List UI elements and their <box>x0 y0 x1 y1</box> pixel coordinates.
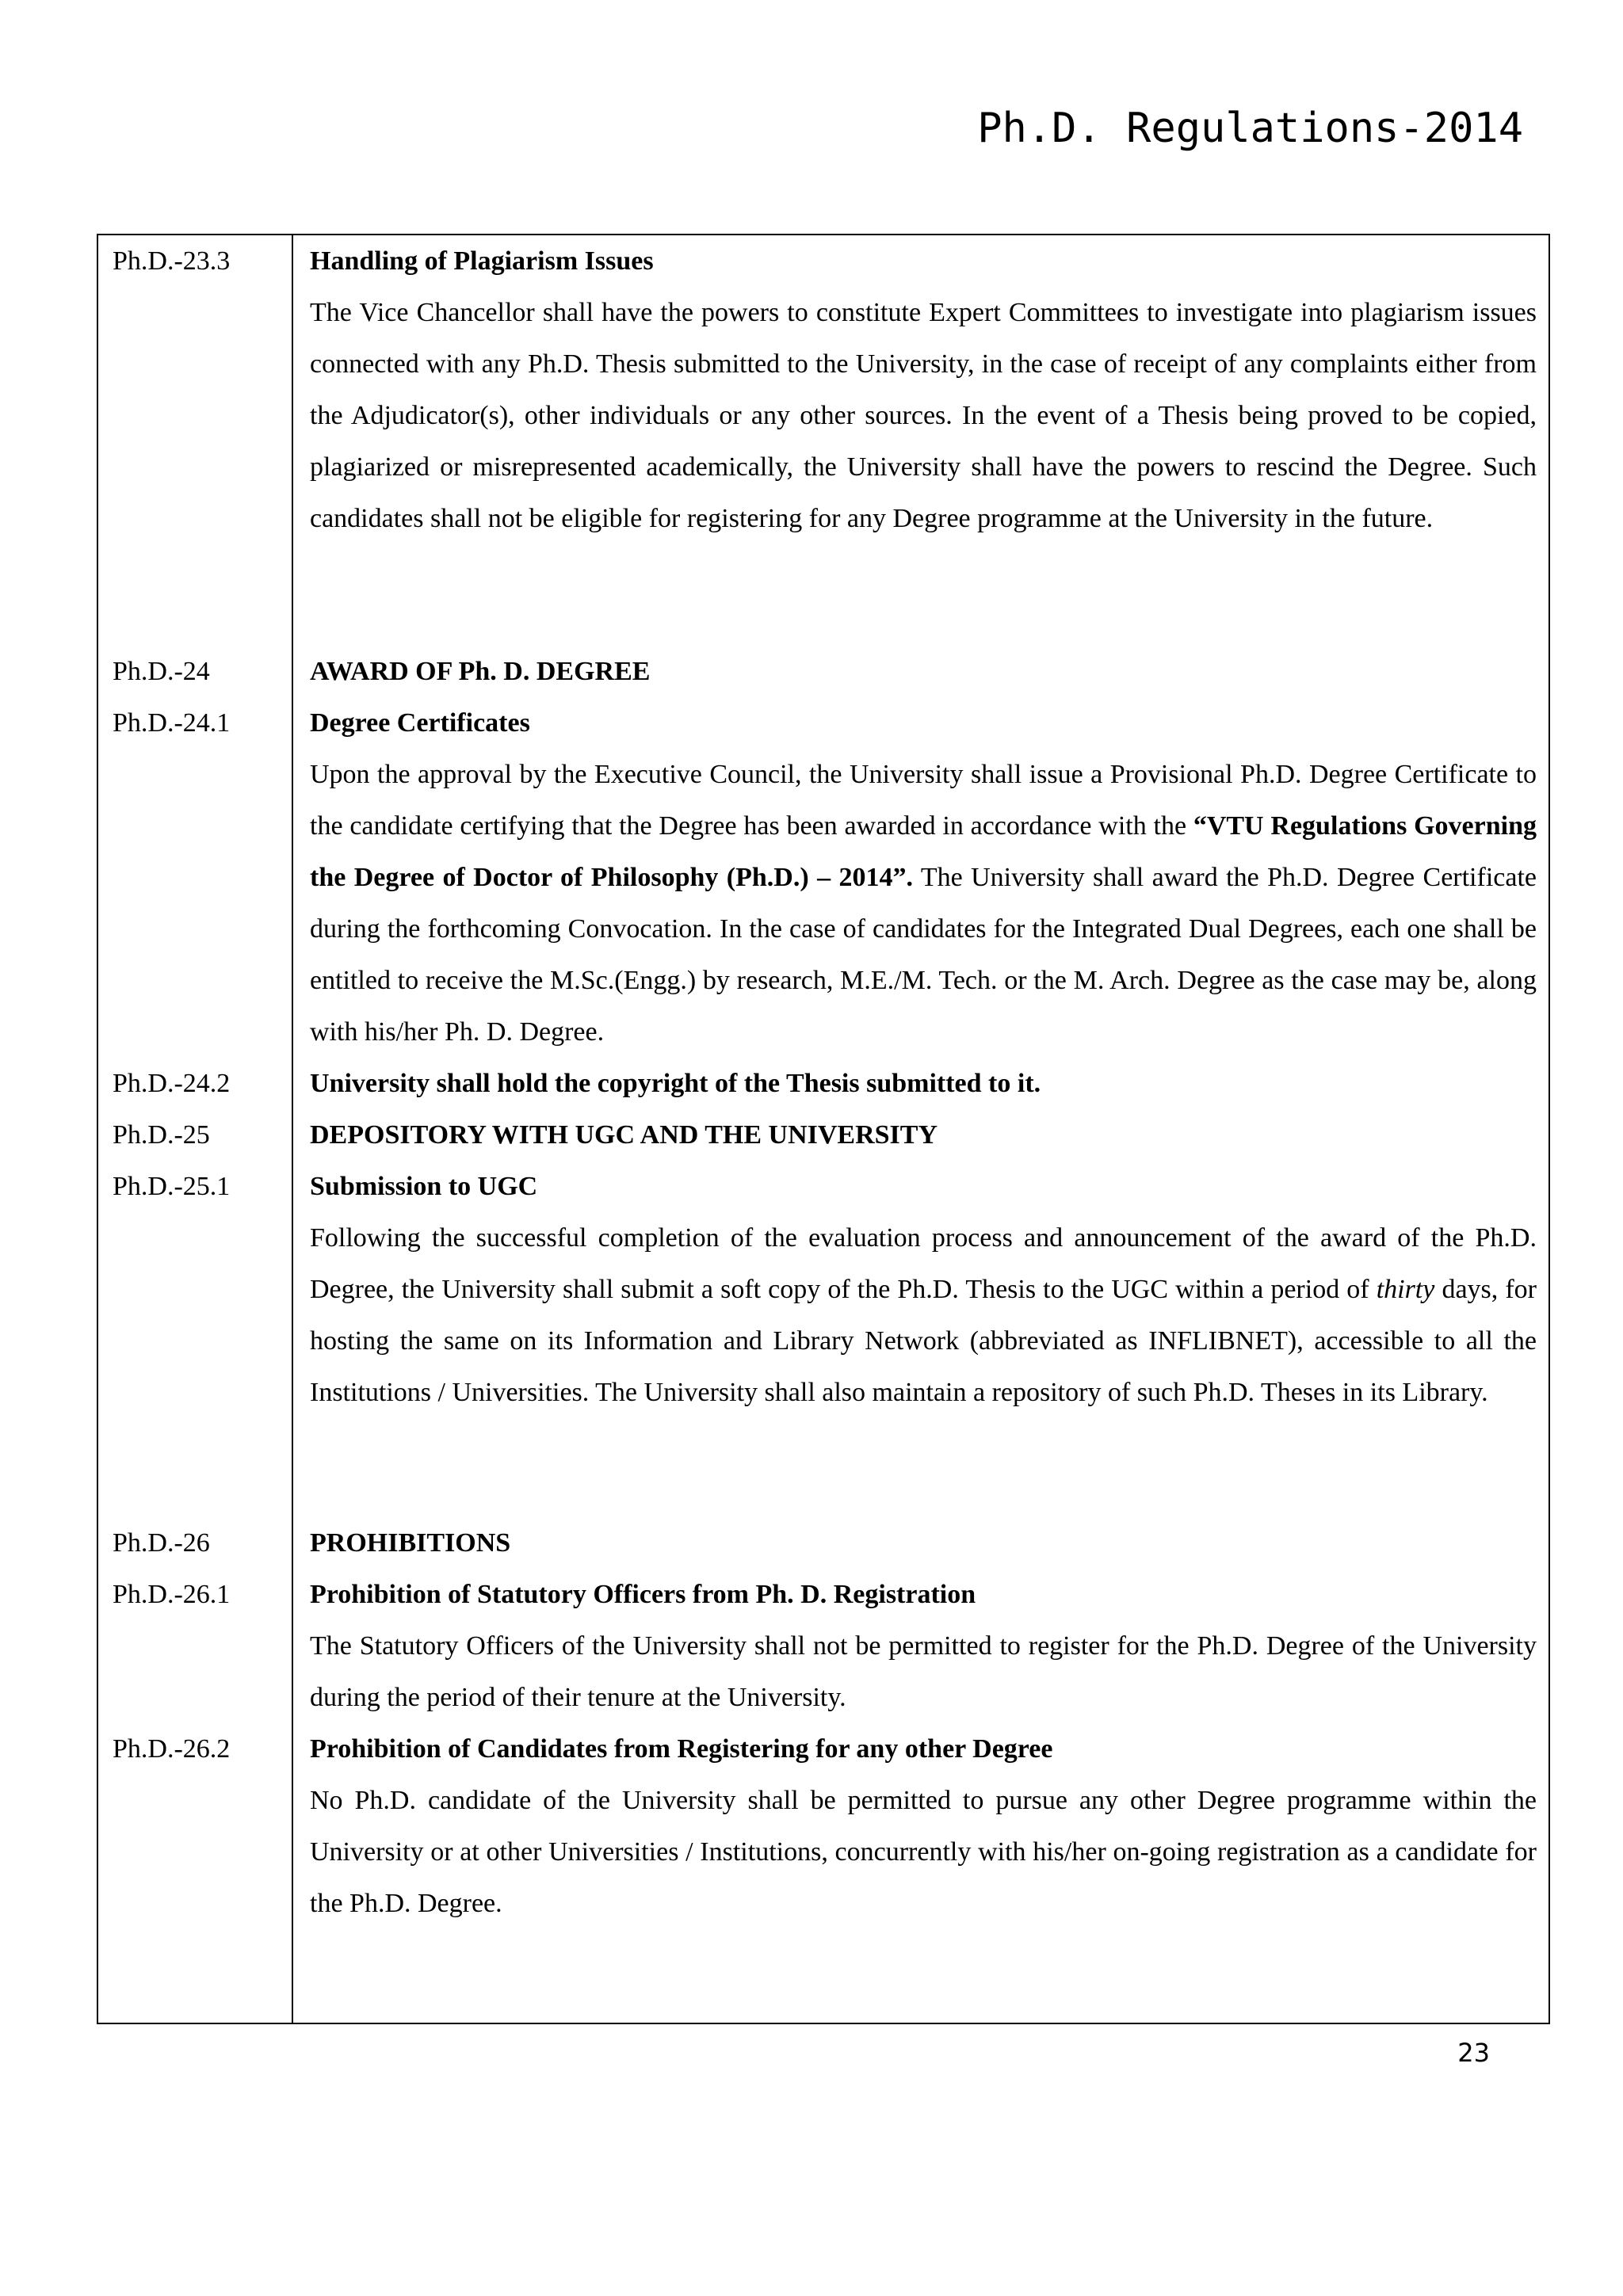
section-heading: Handling of Plagiarism Issues <box>310 246 654 276</box>
section-code: Ph.D.-26 <box>113 1528 210 1558</box>
section-text: The Vice Chancellor shall have the powers to constitute Expert Committees to investigate into plagiarism issues connected with any Ph.D. Thesis submitted to the University, in the case of receipt of any complaints either from the Adjudicator(s), other individuals or any other sources. In the event of a Thesis being proved to be copied, plagiarized or misrepresented academically, the University shall have the powers to rescind the Degree. Such candidates shall not be eligible for registering for any Degree programme at the University in the future. <box>310 298 1537 533</box>
text-part: The University shall award the Ph.D. Degree Certificate during the forthcoming Convocation. In the case of candidates for the Integrated Dual Degrees, each one shall be entitled to receive the M.Sc.(Engg.) by research, M.E./M. Tech. or the M. Arch. Degree as the case may be, along with his/her Ph. D. Degree. <box>310 863 1537 1047</box>
text-part: Upon the approval by the Executive Council, the University shall issue a Provisional Ph.D. Degree Certificate to the candidate certifying that the Degree has been awarded in accordance with the <box>310 760 1537 841</box>
period-emphasis: thirty <box>1376 1275 1435 1304</box>
page-number: 23 <box>1457 2038 1490 2068</box>
column-divider <box>292 235 293 2023</box>
section-code: Ph.D.-24.2 <box>113 1069 231 1098</box>
section-code: Ph.D.-25.1 <box>113 1172 231 1201</box>
section-code: Ph.D.-25 <box>113 1120 210 1150</box>
section-heading: University shall hold the copyright of the Thesis submitted to it. <box>310 1069 1041 1098</box>
text-part: Following the successful completion of the evaluation process and announcement of the award of the Ph.D. Degree, the University shall submit a soft copy of the Ph.D. Thesis to the UGC within a period of <box>310 1223 1537 1304</box>
section-heading: Degree Certificates <box>310 708 530 738</box>
section-heading: Submission to UGC <box>310 1172 538 1201</box>
section-code: Ph.D.-26.2 <box>113 1734 231 1764</box>
page-header-title: Ph.D. Regulations-2014 <box>977 105 1523 152</box>
regulations-table <box>97 234 1550 2024</box>
section-code: Ph.D.-23.3 <box>113 246 231 276</box>
section-text: No Ph.D. candidate of the University shall be permitted to pursue any other Degree programme within the University or at other Universities / Institutions, concurrently with his/her on-going registration as a candidate for the Ph.D. Degree. <box>310 1786 1537 1918</box>
section-heading: DEPOSITORY WITH UGC AND THE UNIVERSITY <box>310 1120 938 1150</box>
regulation-title: “VTU Regulations Governing the Degree of Doctor of Philosophy (Ph.D.) – 2014”. <box>310 811 1537 892</box>
section-text <box>310 749 1537 1058</box>
section-heading: Prohibition of Statutory Officers from Ph. D. Registration <box>310 1580 976 1609</box>
section-code: Ph.D.-24 <box>113 657 210 686</box>
section-heading: AWARD OF Ph. D. DEGREE <box>310 657 651 686</box>
section-text: The Statutory Officers of the University shall not be permitted to register for the Ph.D. Degree of the University during the period of their tenure at the University. <box>310 1631 1537 1712</box>
section-text <box>310 1212 1537 1418</box>
text-part: days, for hosting the same on its Information and Library Network (abbreviated as INFLIBNET), accessible to all the Institutions / Universities. The University shall also maintain a repository of such Ph.D. Theses in its Library. <box>310 1275 1537 1407</box>
section-heading: PROHIBITIONS <box>310 1528 511 1558</box>
section-heading: Prohibition of Candidates from Registering for any other Degree <box>310 1734 1053 1764</box>
section-code: Ph.D.-24.1 <box>113 708 231 738</box>
section-code: Ph.D.-26.1 <box>113 1580 231 1609</box>
